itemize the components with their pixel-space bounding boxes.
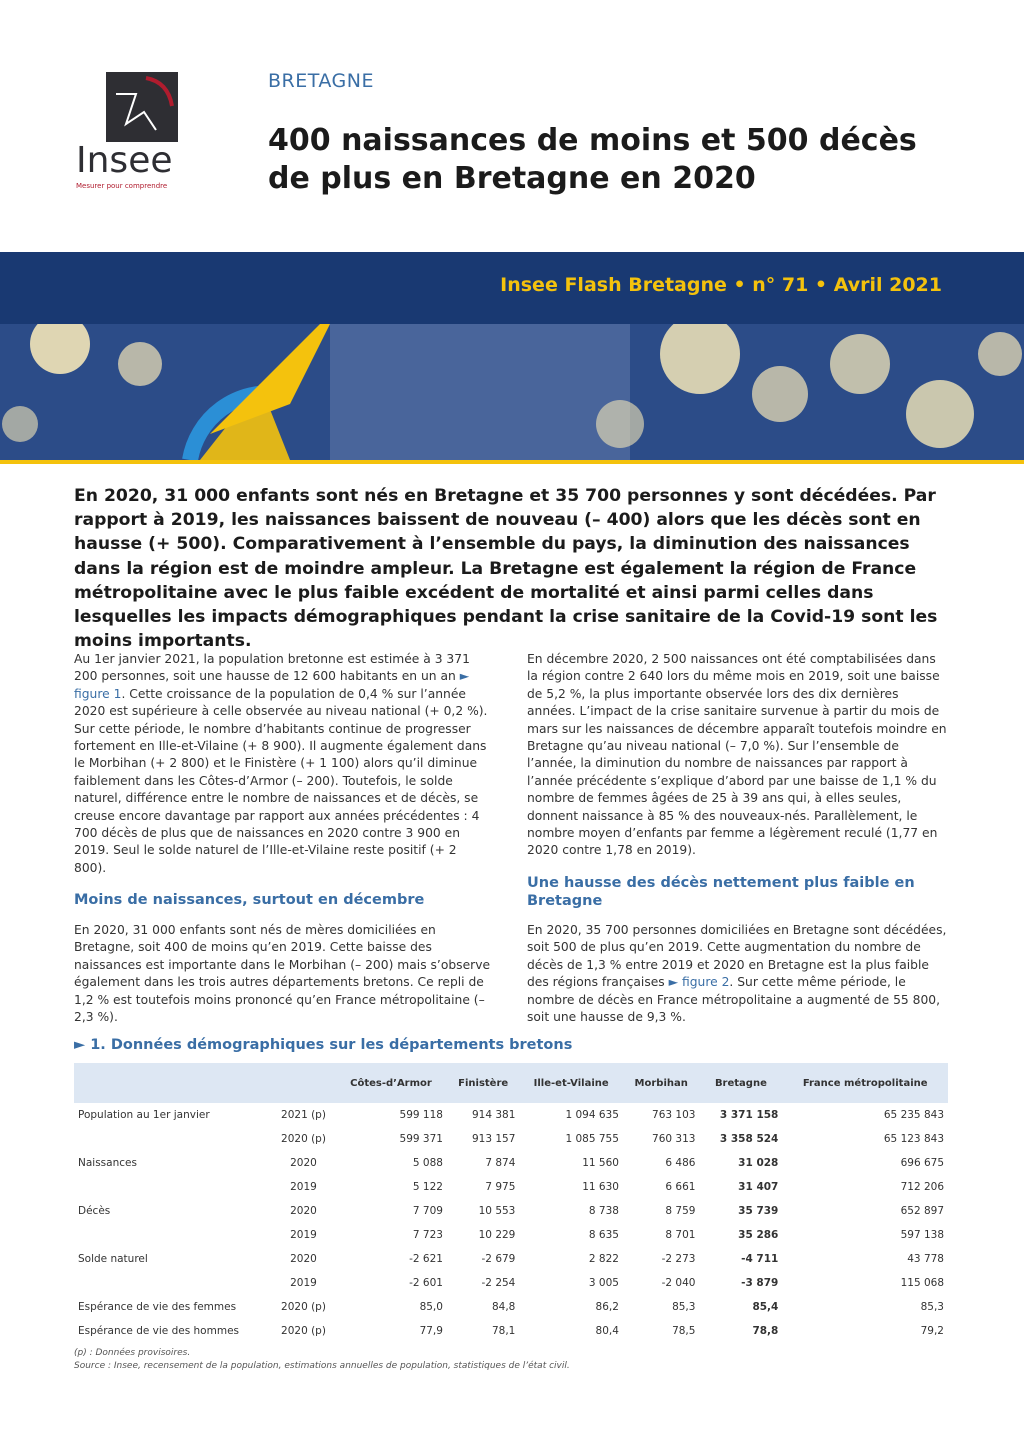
table-cell: -2 273 — [661, 1253, 696, 1265]
text-span: . Cette croissance de la population de 0,4 % sur l’année 2020 est supérieure à celle observée au niveau national (+ 0,2 %). Sur cette période, le nombre d’habitants continue de progresser fortement en Ille-et-Vilaine (+ 8 900). Il augmente également dans le Morbihan (+ 2 800) et le Finistère (+ 1 100) alors qu’il diminue faiblement dans les Côtes-d’Armor (– 200). Toutefois, le solde naturel, différence entre le nombre de naissances et de décès, se creuse encore davantage par rapport aux années précédentes : 4 700 décès de plus que de naissances en 2020 contre 3 900 en 2019. Seul le solde naturel de l’Ille-et-Vilaine reste positif (+ 2 800). — [74, 686, 488, 875]
table-row — [74, 1175, 948, 1199]
table-cell: 35 739 — [738, 1205, 779, 1217]
table-cell: 763 103 — [652, 1109, 696, 1121]
row-label — [74, 1223, 272, 1247]
table-cell: 599 118 — [399, 1109, 443, 1121]
table-cell: 115 068 — [900, 1277, 944, 1289]
row-label: Solde naturel — [78, 1253, 148, 1265]
table-cell: 43 778 — [907, 1253, 944, 1265]
issue-band — [0, 252, 1024, 324]
column-header: Bretagne — [699, 1063, 782, 1103]
table-body — [74, 1103, 948, 1343]
table-cell: 77,9 — [419, 1325, 443, 1337]
text-span: Au 1er janvier 2021, la population bretonne est estimée à 3 371 200 personnes, soit une hausse de 12 600 habitants en un an — [74, 652, 470, 684]
right-column-2 — [527, 922, 947, 1026]
column-header: France métropolitaine — [782, 1063, 948, 1103]
table-cell: 2 822 — [588, 1253, 619, 1265]
left-paragraph-1 — [74, 651, 492, 877]
table-cell: 85,3 — [920, 1301, 944, 1313]
table-cell: 84,8 — [491, 1301, 516, 1313]
table-cell: -2 679 — [481, 1253, 516, 1265]
table-row — [74, 1199, 948, 1223]
left-paragraph-2: En 2020, 31 000 enfants sont nés de mères domiciliées en Bretagne, soit 400 de moins qu’en 2019. Cette baisse des naissances est importante dans le Morbihan (– 200) mais s’observe également dans les trois autres départements bretons. Ce repli de 1,2 % est toutefois moins prononcé qu’en France métropolitaine (– 2,3 %). — [74, 923, 491, 1025]
table-cell: 85,4 — [752, 1301, 779, 1313]
table-cell: 86,2 — [595, 1301, 619, 1313]
figure-1-link[interactable]: ► figure 1 — [74, 669, 470, 701]
table-cell: 3 005 — [588, 1277, 619, 1289]
table-row — [74, 1223, 948, 1247]
right-paragraph-1: En décembre 2020, 2 500 naissances ont été comptabilisées dans la région contre 2 640 lors du même mois en 2019, soit une baisse de 5,2 %, la plus importante observée lors des dix dernières années. L’impact de la crise sanitaire survenue à partir du mois de mars sur les naissances de décembre apparaît toutefois moindre en Bretagne qu’au niveau national (– 7,0 %). Sur l’ensemble de l’année, la diminution du nombre de naissances par rapport à l’année précédente s’explique d’abord par une baisse de 1,1 % du nombre de femmes âgées de 25 à 39 ans qui, à elles seules, donnent naissance à 85 % des nouveaux-nés. Parallèlement, le nombre moyen d’enfants par femme a légèrement reculé (1,77 en 2020 contre 1,78 en 2019). — [527, 652, 947, 858]
table-row — [74, 1319, 948, 1343]
table-cell: 65 123 843 — [883, 1133, 944, 1145]
table-row — [74, 1271, 948, 1295]
note-source: Source : Insee, recensement de la population, estimations annuelles de population, statistiques de l’état civil. — [74, 1361, 570, 1371]
row-year: 2019 — [290, 1229, 317, 1241]
yellow-rule — [0, 460, 1024, 464]
logo-emblem — [106, 72, 178, 142]
table-cell: 7 975 — [485, 1181, 516, 1193]
table-cell: 8 635 — [588, 1229, 619, 1241]
table-cell: 78,8 — [752, 1325, 779, 1337]
table-cell: 80,4 — [595, 1325, 619, 1337]
table-cell: 712 206 — [900, 1181, 944, 1193]
row-label — [74, 1175, 272, 1199]
table-cell: 7 723 — [412, 1229, 443, 1241]
column-header: Côtes-d’Armor — [335, 1063, 447, 1103]
table-row — [74, 1151, 948, 1175]
table-cell: 599 371 — [399, 1133, 443, 1145]
table-cell: 8 759 — [665, 1205, 696, 1217]
note-provisional: (p) : Données provisoires. — [74, 1348, 191, 1358]
figure-title: ► 1. Données démographiques sur les départements bretons — [74, 1037, 573, 1053]
table-cell: 3 358 524 — [719, 1133, 779, 1145]
table-cell: 10 553 — [478, 1205, 516, 1217]
table-cell: 5 122 — [412, 1181, 443, 1193]
row-year: 2020 (p) — [281, 1301, 326, 1313]
table-cell: 78,1 — [491, 1325, 516, 1337]
table-cell: 8 738 — [588, 1205, 619, 1217]
table-header-row — [74, 1063, 948, 1103]
row-year: 2019 — [290, 1181, 317, 1193]
region-label: BRETAGNE — [268, 70, 374, 92]
table-cell: 7 874 — [485, 1157, 516, 1169]
left-heading: Moins de naissances, surtout en décembre — [74, 892, 425, 908]
table-cell: 11 560 — [582, 1157, 619, 1169]
text-span: En 2020, 35 700 personnes domiciliées en Bretagne sont décédées, soit 500 de plus qu’en 2019. Cette augmentation du nombre de décès de 1,3 % entre 2019 et 2020 en Bretagne est la plus faible des régions françaises — [527, 923, 947, 990]
table-cell: 913 157 — [471, 1133, 516, 1145]
table-cell: 1 085 755 — [565, 1133, 619, 1145]
right-paragraph-2 — [527, 922, 947, 1026]
table-cell: 597 138 — [900, 1229, 944, 1241]
row-label — [74, 1271, 272, 1295]
column-header — [74, 1063, 272, 1103]
row-label — [74, 1127, 272, 1151]
table-cell: 31 407 — [738, 1181, 779, 1193]
text-span: . Sur cette même période, le nombre de décès en France métropolitaine a augmenté de 55 800, soit une hausse de 9,3 %. — [527, 975, 941, 1025]
left-column — [74, 651, 492, 877]
right-heading: Une hausse des décès nettement plus faible en Bretagne — [527, 875, 915, 909]
column-header — [272, 1063, 335, 1103]
row-label: Population au 1er janvier — [78, 1109, 210, 1121]
row-year: 2020 — [290, 1253, 317, 1265]
insee-logo — [74, 72, 186, 192]
logo-tagline: Mesurer pour comprendre — [76, 182, 168, 190]
row-label: Décès — [78, 1205, 111, 1217]
table-cell: 11 630 — [582, 1181, 619, 1193]
logo-word: Insee — [76, 140, 173, 181]
table-cell: 78,5 — [672, 1325, 696, 1337]
table-row — [74, 1103, 948, 1127]
table-cell: -2 254 — [481, 1277, 516, 1289]
table-cell: -2 621 — [409, 1253, 443, 1265]
table-cell: 696 675 — [900, 1157, 944, 1169]
issue-label: Insee Flash Bretagne • n° 71 • Avril 2021 — [500, 274, 942, 296]
table-cell: 31 028 — [738, 1157, 779, 1169]
table-cell: 85,0 — [419, 1301, 443, 1313]
row-year: 2020 (p) — [281, 1133, 326, 1145]
table-cell: 35 286 — [738, 1229, 779, 1241]
table-cell: -2 040 — [661, 1277, 696, 1289]
row-label: Espérance de vie des femmes — [78, 1301, 237, 1313]
table-cell: 7 709 — [412, 1205, 443, 1217]
table-cell: -2 601 — [409, 1277, 443, 1289]
column-header: Ille-et-Vilaine — [519, 1063, 623, 1103]
row-year: 2020 — [290, 1157, 317, 1169]
page-title: 400 naissances de moins et 500 décès de plus en Bretagne en 2020 — [268, 123, 917, 196]
row-year: 2021 (p) — [281, 1109, 326, 1121]
table-cell: 10 229 — [478, 1229, 516, 1241]
figure-2-link[interactable]: ► figure 2 — [668, 975, 730, 990]
lead-paragraph: En 2020, 31 000 enfants sont nés en Bretagne et 35 700 personnes y sont décédées. Par rapport à 2019, les naissances baissent de nouveau (– 400) alors que les décès sont en hausse (+ 500). Comparativement à l’ensemble du pays, la diminution des naissances dans la région est de moindre ampleur. La Bretagne est également la région de France métropolitaine avec le plus faible excédent de mortalité et ainsi parmi celles dans lesquelles les impacts démographiques pendant la crise sanitaire de la Covid-19 sont les moins importants. — [74, 486, 938, 652]
row-label: Naissances — [78, 1157, 137, 1169]
table-cell: 5 088 — [412, 1157, 443, 1169]
column-header: Finistère — [447, 1063, 519, 1103]
table-row — [74, 1127, 948, 1151]
table-notes — [74, 1347, 570, 1373]
table-cell: 3 371 158 — [719, 1109, 779, 1121]
demographics-table — [74, 1063, 948, 1343]
row-year: 2020 (p) — [281, 1325, 326, 1337]
table-row — [74, 1247, 948, 1271]
table-cell: 65 235 843 — [883, 1109, 944, 1121]
table-cell: 8 701 — [665, 1229, 696, 1241]
table-cell: 1 094 635 — [565, 1109, 619, 1121]
row-label: Espérance de vie des hommes — [78, 1325, 239, 1337]
table-cell: -3 879 — [741, 1277, 779, 1289]
banner-image — [0, 324, 1024, 460]
table-cell: 85,3 — [672, 1301, 696, 1313]
table-cell: 6 661 — [665, 1181, 696, 1193]
table-cell: 79,2 — [920, 1325, 944, 1337]
table-cell: 914 381 — [471, 1109, 516, 1121]
table-cell: 652 897 — [900, 1205, 944, 1217]
row-year: 2020 — [290, 1205, 317, 1217]
table-cell: 760 313 — [652, 1133, 696, 1145]
column-header: Morbihan — [623, 1063, 700, 1103]
table-row — [74, 1295, 948, 1319]
row-year: 2019 — [290, 1277, 317, 1289]
table-cell: 6 486 — [665, 1157, 696, 1169]
table-cell: -4 711 — [741, 1253, 779, 1265]
